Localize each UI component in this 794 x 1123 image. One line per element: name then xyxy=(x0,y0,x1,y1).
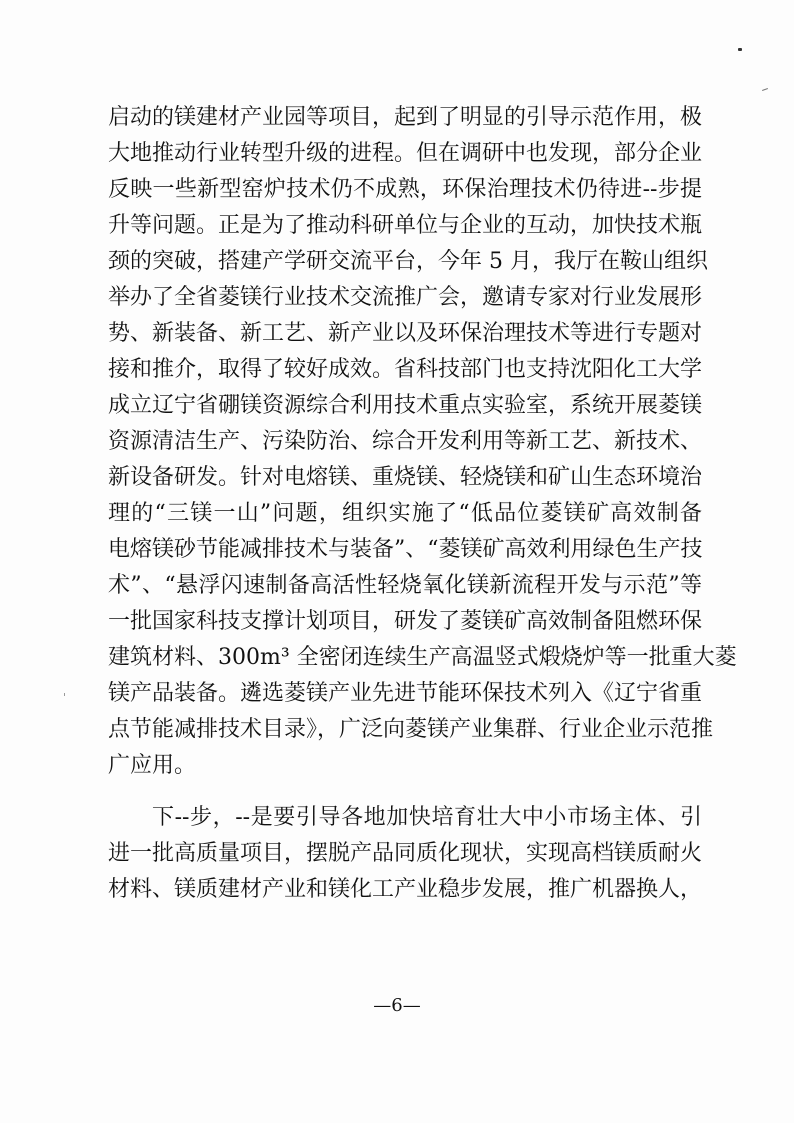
paragraph-line: 举办了全省菱镁行业技术交流推广会，邀请专家对行业发展形 xyxy=(108,285,703,310)
scan-mark xyxy=(64,693,65,696)
scan-speck xyxy=(738,48,742,51)
paragraph-line: 大地推动行业转型升级的进程。但在调研中也发现，部分企业 xyxy=(108,141,703,166)
paragraph-line: 资源清洁生产、污染防治、综合开发利用等新工艺、新技术、 xyxy=(108,429,703,454)
paragraph-line: 术”、“悬浮闪速制备高活性轻烧氧化镁新流程开发与示范”等 xyxy=(108,573,702,598)
paragraph-line: 广应用。 xyxy=(108,753,197,778)
paragraph-line: 下--步，--是要引导各地加快培育壮大中小市场主体、引 xyxy=(152,805,702,830)
paragraph-line: 反映一些新型窑炉技术仍不成熟，环保治理技术仍待进--步提 xyxy=(108,177,702,202)
paragraph-line: 成立辽宁省硼镁资源综合利用技术重点实验室，系统开展菱镁 xyxy=(108,393,703,418)
paragraph-line: 电熔镁砂节能减排技术与装备”、“菱镁矿高效利用绿色生产技 xyxy=(108,537,703,562)
body-text xyxy=(108,100,737,908)
paragraph-line: 势、新装备、新工艺、新产业以及环保治理技术等进行专题对 xyxy=(108,321,703,346)
paragraph-line: 一批国家科技支撑计划项目，研发了菱镁矿高效制备阻燃环保 xyxy=(108,609,703,634)
paragraph-line: 材料、镁质建材产业和镁化工产业稳步发展，推广机器换人， xyxy=(108,877,703,902)
paragraph-line: 启动的镁建材产业园等项目，起到了明显的引导示范作用，极 xyxy=(108,105,703,130)
paragraph-line: 接和推介，取得了较好成效。省科技部门也支持沈阳化工大学 xyxy=(108,357,703,382)
paragraph-line: 颈的突破，搭建产学研交流平台，今年 5 月，我厅在鞍山组织 xyxy=(108,249,708,274)
page-number: —6— xyxy=(373,995,421,1016)
paragraph-line: 理的“三镁一山”问题，组织实施了“低品位菱镁矿高效制备 xyxy=(108,501,702,526)
paragraph-line: 升等问题。正是为了推动科研单位与企业的互动，加快技术瓶 xyxy=(108,213,703,238)
scan-mark xyxy=(762,88,768,91)
paragraph-line: 进一批高质量项目，摆脱产品同质化现状，实现高档镁质耐火 xyxy=(108,841,703,866)
paragraph-line: 镁产品装备。遴选菱镁产业先进节能环保技术列入《辽宁省重 xyxy=(108,681,703,706)
paragraph-line: 建筑材料、300m³ 全密闭连续生产高温竖式煅烧炉等一批重大菱 xyxy=(108,645,737,670)
paragraph-gap xyxy=(108,784,702,800)
paragraph-line: 点节能减排技术目录》，广泛向菱镁产业集群、行业企业示范推 xyxy=(108,717,714,742)
paragraph-line: 新设备研发。针对电熔镁、重烧镁、轻烧镁和矿山生态环境治 xyxy=(108,465,703,490)
